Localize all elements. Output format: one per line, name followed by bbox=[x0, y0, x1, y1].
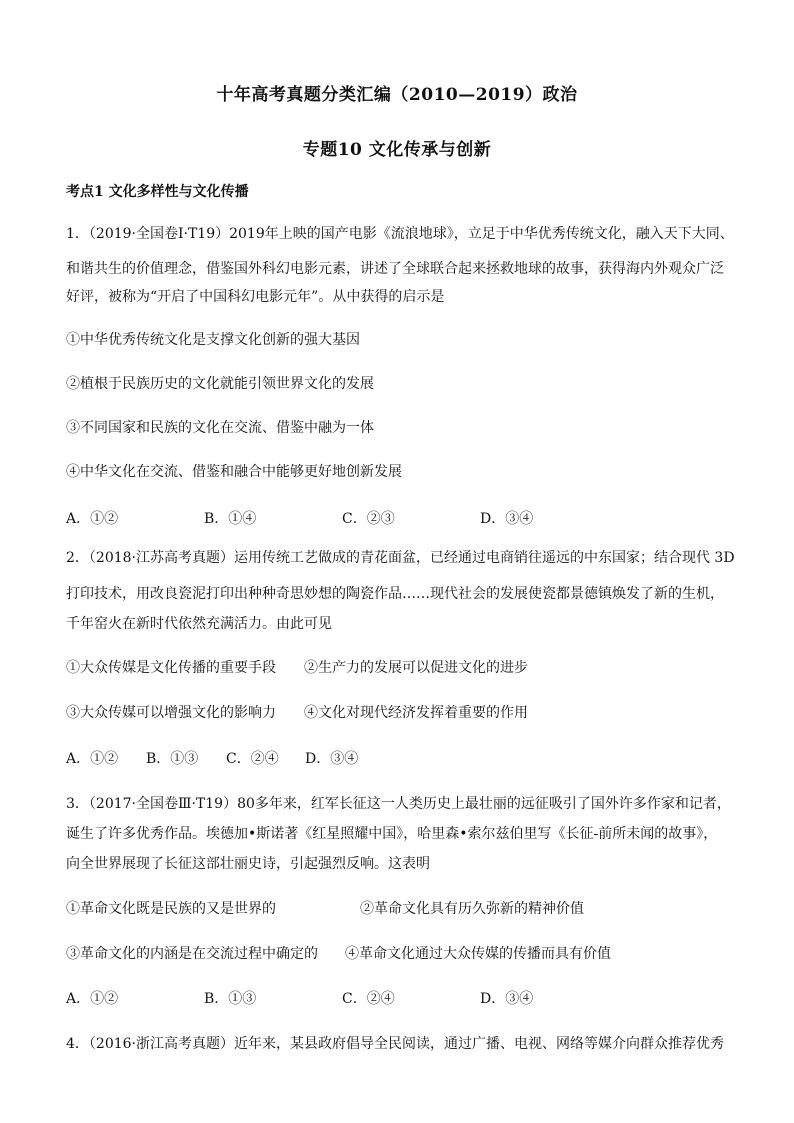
q3-stem-line: 向全世界展现了长征这部壮丽史诗，引起强烈反响。这表明 bbox=[66, 856, 430, 872]
q3-statement: ②革命文化具有历久弥新的精神价值 bbox=[360, 901, 584, 917]
q2-stem-line: 打印技术，用改良瓷泥打印出种种奇思妙想的陶瓷作品……现代社会的发展使瓷都景德镇焕发了新的生机， bbox=[66, 586, 724, 602]
q2-statement: ③大众传媒可以增强文化的影响力 bbox=[66, 705, 276, 721]
q2-option-b: B．①③ bbox=[146, 751, 199, 767]
q3-statement: ①革命文化既是民族的又是世界的 bbox=[66, 901, 276, 917]
q3-option-a: A．①② bbox=[66, 991, 119, 1007]
q3-option-c: C．②④ bbox=[342, 991, 395, 1007]
q2-option-c: C．②④ bbox=[226, 751, 279, 767]
q1-statement: ③不同国家和民族的文化在交流、借鉴中融为一体 bbox=[66, 420, 374, 436]
q3-statement: ④革命文化通过大众传媒的传播而具有价值 bbox=[345, 946, 611, 962]
q1-option-c: C．②③ bbox=[342, 511, 395, 527]
q1-stem-line: 和谐共生的价值理念，借鉴国外科幻电影元素，讲述了全球联合起来拯救地球的故事，获得海内外观众广泛 bbox=[66, 261, 724, 277]
q3-stem-line: 诞生了许多优秀作品。埃德加•斯诺著《红星照耀中国》，哈里森•索尔兹伯里写《长征-前所未闻的故事》， bbox=[66, 826, 718, 842]
q1-stem-line: 好评，被称为“开启了中国科幻电影元年”。从中获得的启示是 bbox=[66, 289, 445, 305]
q3-statement: ③革命文化的内涵是在交流过程中确定的 bbox=[66, 946, 318, 962]
q2-statement: ①大众传媒是文化传播的重要手段 bbox=[66, 660, 276, 676]
q1-option-b: B．①④ bbox=[204, 511, 257, 527]
q2-option-d: D．③④ bbox=[305, 751, 359, 767]
q4-stem-line: 4．（2016·浙江高考真题）近年来，某县政府倡导全民阅读，通过广播、电视、网络等媒介向群众推荐优秀 bbox=[66, 1036, 724, 1052]
q3-option-d: D．③④ bbox=[480, 991, 534, 1007]
q2-stem-line: 2．（2018·江苏高考真题）运用传统工艺做成的青花面盆，已经通过电商销往遥远的中东国家；结合现代 3D bbox=[66, 550, 735, 566]
q2-statement: ④文化对现代经济发挥着重要的作用 bbox=[304, 705, 528, 721]
q1-option-a: A．①② bbox=[66, 511, 119, 527]
q2-statement: ②生产力的发展可以促进文化的进步 bbox=[304, 660, 528, 676]
q1-option-d: D．③④ bbox=[480, 511, 534, 527]
q1-statement: ④中华文化在交流、借鉴和融合中能够更好地创新发展 bbox=[66, 464, 402, 480]
q3-stem-line: 3．（2017·全国卷Ⅲ·T19）80多年来，红军长征这一人类历史上最壮丽的远征吸引了国外许多作家和记者， bbox=[66, 796, 731, 812]
section-heading: 考点1 文化多样性与文化传播 bbox=[66, 184, 249, 200]
q3-option-b: B．①③ bbox=[204, 991, 257, 1007]
q2-option-a: A．①② bbox=[66, 751, 119, 767]
q1-stem-line: 1．（2019·全国卷Ⅰ·T19）2019年上映的国产电影《流浪地球》，立足于中华优秀传统文化，融入天下大同、 bbox=[66, 226, 734, 242]
q1-statement: ①中华优秀传统文化是支撑文化创新的强大基因 bbox=[66, 332, 360, 348]
q2-stem-line: 千年窑火在新时代依然充满活力。由此可见 bbox=[66, 616, 332, 632]
q1-statement: ②植根于民族历史的文化就能引领世界文化的发展 bbox=[66, 376, 374, 392]
document-title: 十年高考真题分类汇编（2010—2019）政治 bbox=[216, 85, 578, 105]
document-subtitle: 专题10 文化传承与创新 bbox=[302, 140, 492, 160]
